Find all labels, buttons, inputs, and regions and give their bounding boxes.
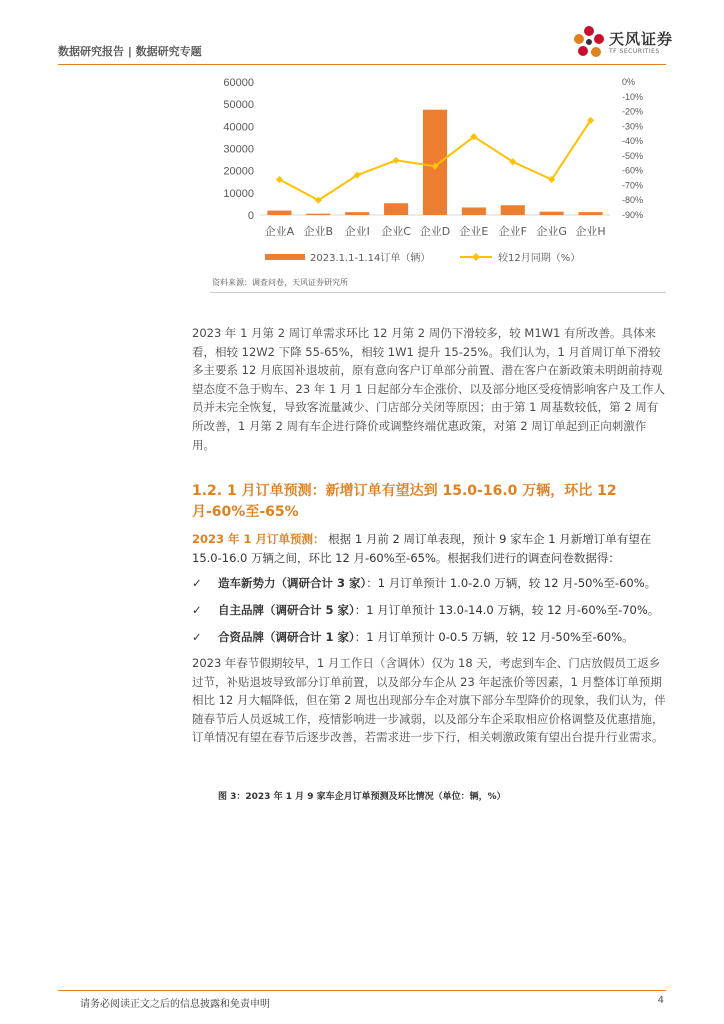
x-tick-label: 企业G <box>536 225 567 238</box>
legend-bar-label: 2023.1.1-1.14订单（辆） <box>310 253 431 264</box>
bar <box>501 205 525 215</box>
logo-text: 天风证券 <box>609 30 674 48</box>
bullet-title: 造车新势力（调研合计 3 家） <box>218 576 367 590</box>
logo <box>571 24 681 64</box>
bullet-text: ：1 月订单预计 0-0.5 万辆，较 12 月-50%至-60%。 <box>354 630 634 644</box>
check-icon: ✓ <box>192 630 202 644</box>
bar <box>579 212 603 215</box>
bar <box>267 211 291 215</box>
check-icon: ✓ <box>192 603 202 617</box>
bar <box>462 207 486 215</box>
y-tick-left: 40000 <box>223 121 254 134</box>
forecast-label: 2023 年 1 月订单预测： <box>192 532 325 546</box>
x-tick-label: 企业I <box>344 225 370 238</box>
y-tick-left: 20000 <box>223 165 254 178</box>
figure-3-caption: 图 3：2023 年 1 月 9 家车企月订单预测及环比情况（单位：辆，%） <box>218 792 506 802</box>
legend-line-marker <box>472 253 480 261</box>
bullet-title: 合资品牌（调研合计 1 家） <box>218 630 355 644</box>
paragraph-spring-festival: 2023 年春节假期较早，1 月工作日（含调休）仅为 18 天，考虑到车企、门店放假员工返乡过节，补贴退坡导致部分订单前置，以及部分车企从 23 年起涨价等因素，1 月整体订单预期相比 12 月大幅降低，但在第 2 周也出现部分车企对旗下部分车型降价的现象，我们认为，伴随春节后人员返城工作，疫情影响进一步减弱，以及部分车企采取相应价格调整及优惠措施，订单情况有望在春节后逐步改善，若需求进一步下行，相关刺激政策有望出台提升行业需求。 <box>192 656 666 745</box>
x-tick-label: 企业A <box>264 225 295 238</box>
bullet-text: ：1 月订单预计 13.0-14.0 万辆，较 12 月-60%至-70%。 <box>354 603 660 617</box>
y-tick-right: -60% <box>622 165 644 176</box>
chart <box>210 70 660 275</box>
logo-subtext: TF SECURITIES <box>609 48 660 55</box>
line-point <box>276 176 283 183</box>
chart-svg <box>210 70 660 275</box>
header-left: 数据研究报告 | 数据研究专题 <box>58 45 202 58</box>
y-tick-right: -10% <box>622 91 644 102</box>
x-tick-label: 企业H <box>575 225 606 238</box>
y-tick-left: 50000 <box>223 99 254 112</box>
y-tick-right: -90% <box>622 210 644 220</box>
y-tick-right: -50% <box>622 150 644 161</box>
source-note: 资料来源：调查问卷，天风证券研究所 <box>212 278 348 287</box>
bar <box>423 110 447 215</box>
bullet-text: ：1 月订单预计 1.0-2.0 万辆，较 12 月-50%至-60%。 <box>366 576 657 590</box>
legend-bar-swatch <box>265 254 305 260</box>
bar <box>540 212 564 215</box>
x-tick-label: 企业E <box>459 225 489 238</box>
bar <box>306 214 330 215</box>
logo-mark-icon <box>571 24 607 62</box>
y-tick-left: 0 <box>247 210 254 222</box>
y-tick-left: 60000 <box>223 77 254 89</box>
y-tick-right: -40% <box>622 136 644 147</box>
section-heading: 1.2. 1 月订单预测：新增订单有望达到 15.0-16.0 万辆，环比 12 月-60%至-65% <box>192 483 617 520</box>
chart-divider <box>210 292 666 293</box>
footer-divider <box>58 990 666 991</box>
forecast-paragraph <box>192 530 668 567</box>
page-number: 4 <box>657 995 664 1006</box>
check-icon: ✓ <box>192 576 202 590</box>
y-tick-left: 30000 <box>223 143 254 156</box>
x-tick-label: 企业D <box>419 225 451 238</box>
x-tick-label: 企业C <box>381 225 411 238</box>
y-tick-right: -30% <box>622 121 644 132</box>
y-tick-left: 10000 <box>223 187 254 200</box>
x-tick-label: 企业F <box>498 225 527 238</box>
bar <box>384 203 408 215</box>
bullet-title: 自主品牌（调研合计 5 家） <box>218 603 355 617</box>
x-tick-label: 企业B <box>303 225 334 238</box>
legend-line-label: 较12月同期（%） <box>498 253 581 264</box>
y-tick-right: -80% <box>622 195 644 206</box>
header-divider <box>58 64 666 65</box>
y-tick-right: -20% <box>622 106 644 117</box>
y-tick-right: -70% <box>622 180 644 191</box>
forecast-text: 根据 1 月前 2 周订单表现，预计 9 家车企 1 月新增订单有望在 15.0-16.0 万辆之间，环比 12 月-60%至-65%。根据我们进行的调查问卷数据得： <box>192 532 652 565</box>
footer-disclaimer: 请务必阅读正文之后的信息披露和免责申明 <box>80 999 270 1010</box>
paragraph-weekly-orders: 2023 年 1 月第 2 周订单需求环比 12 月第 2 周仍下滑较多，较 M1W1 有所改善。具体来看，相较 12W2 下降 55-65%，相较 1W1 提升 15-25%。我们认为，1 月首周订单下滑较多主要系 12 月底国补退坡前，原有意向客户订单部分前置、潜在客户在新政策未明朗前持观望态度不急于购车、23 年 1 月 1 日起部分车企涨价、以及部分地区受疫情影响客户及工作人员并未完全恢复，导致客流量减少、门店部分关闭等原因；由于第 1 周基数较低，第 2 周有所改善，1 月第 2 周有车企进行降价或调整终端优惠政策，对第 2 周订单起到正向刺激作用。 <box>192 326 666 452</box>
bar <box>345 212 369 215</box>
line-point <box>393 157 400 164</box>
y-tick-right: 0% <box>622 77 636 87</box>
